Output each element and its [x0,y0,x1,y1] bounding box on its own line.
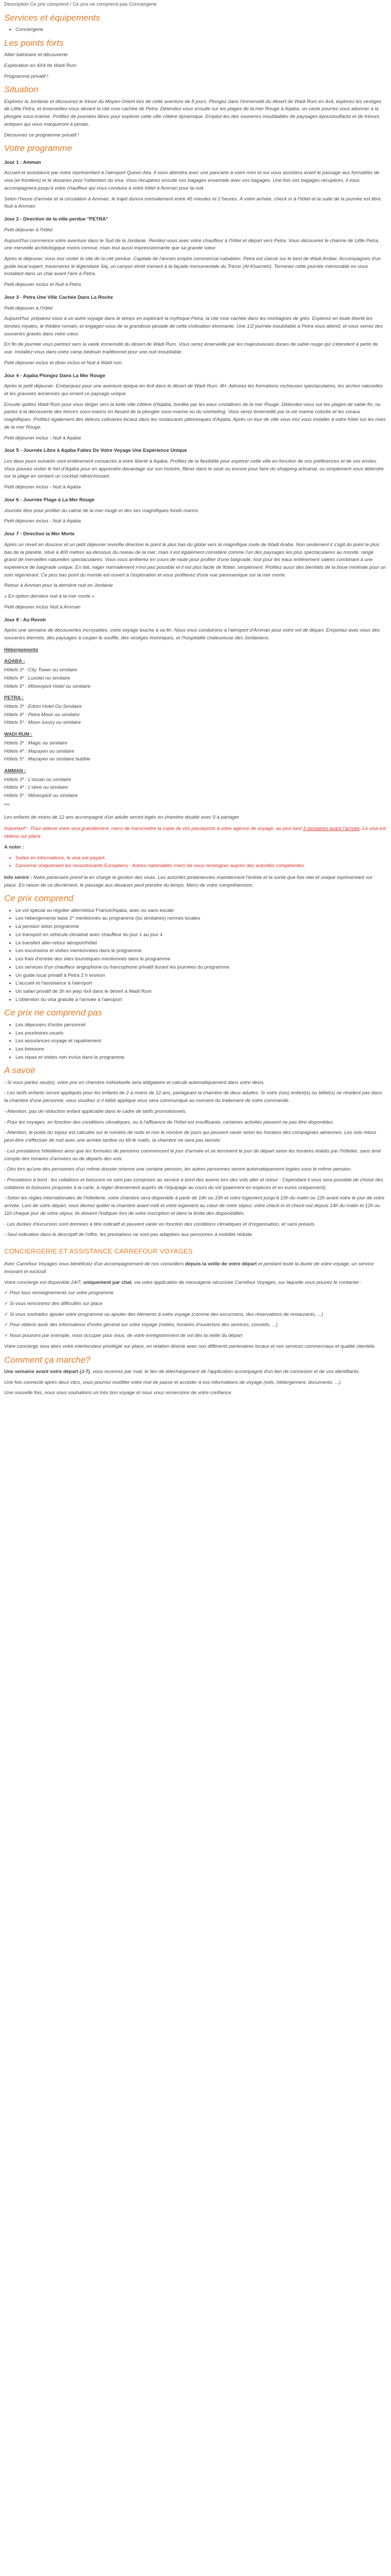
day-4-meals: Petit déjeuner inclus - Nuit à Aqaba [4,435,81,441]
situation-text: Explorez la Jordanie et découvrez le trésor du Moyen-Orient lors de cette aventure de 8 jours. Plongez dans l'immensité du désert de Wadi Rum en 4x4, explorez les vestiges de Little Petra, et émerveillez-vous devant la cité rose cachée de Petra. Détendez-vous ensuite sur les plages de la mer Rouge à Aqaba, un vaste pourrez vous adonner à la plongée sous-marine. Profitez de journées libres pour explorer cette ville côtière dynamique. Empiez-les des souvenirs inoubliables de paysages époustouflants et de trésors antiques qui vous marqueront à jamais. [4,98,382,127]
notes-label: A noter : [4,844,24,850]
child-note: Les enfants de moins de 12 ans accompagné d'un adulte seront logés en chambre double avec 0 à partager [4,814,239,820]
important-suffix: Le visa est obtenu sur place. [4,826,386,840]
list-item: Allier balnéaire et découverte [4,52,68,58]
list-item: • Un safari privatif de 3h en jeep 4x4 dans le désert à Wadi Rum [15,988,387,996]
list-item: • Le vol spécial ou régulier aller/retour France/Aqaba, avec ou sans escale [15,907,387,915]
hotel-item: Hôtels 5* : Mazayen ou similaire bubble [4,756,90,762]
breadcrumb[interactable]: Description Ce prix comprend / Ce prix ne comprend pas Conciergerie [4,2,157,7]
day-8-text: Après une semaine de découvertes incroyables, votre voyage touche à sa fin. Nous vous conduirons à l'aéroport d'Amman pour votre vol de départ. Emportez avec vous des souvenirs éternels, des paysages à couper le souffle, des vestiges historiques, et l'hospitalité chaleureuse des Jordaniens. [4,628,380,641]
day-2-title: Jour 2 - Direction de la ville perdue "PETRA" [4,216,108,223]
includes-list [4,907,387,1004]
list-item: • Les pourboires usuels [15,1030,387,1038]
concierge-intro [4,1261,387,1276]
hotel-item: Hôtels 4* : Luxotel ou similaire [4,675,70,681]
how-closing: Une nouvelle fois, nous vous souhaitons un très bon voyage et nous vous remercions de votre confiance. [4,1390,233,1396]
concierge-availability-bold: uniquement par chat [83,1279,132,1285]
day-1-text: Accueil et assistance par notre représentant à l'aéroport Queen Alia. Il vous attendra avec une pancarte à votre nom et sur vous assistera avant le passage aux formalités de visa (et frontière) et le douanes pour l'obtention du visa. Vous récupérez ensuite vos bagages ensemble avec vos bagages. Une fois vos bagages récupérés, il vous accompagnera jusqu'à votre chauffeur qui vous conduira à votre hôtel à Amman pour la nuit. [4,170,380,191]
how-step-1-text: , vous recevrez par mail, le lien de téléchargement de l'application accompagné d'un lien de connexion et de vos identifiants. [90,1368,360,1375]
hotel-item: Hôtels 5* : Mövenpick ou similaire [4,793,78,799]
info-label: Info séniré : [4,874,32,880]
services-list [4,26,387,34]
list-item: - Les tarifs enfants seront appliqués pour les enfants de 2 à moins de 12 ans, partageant la chambre de deux adultes. Si votre (vos) enfant(s) ou bébé(s) ne résident pas dans la chambre d'une personne, vous voudrez si il bébé applique vous sera communiqué au moment du traitement de votre commande. [4,1090,382,1104]
list-item: - Attention, le poids du séjour est calculée sur le nombre de nuits et non le nombre de jours qui peuvent varier selon les horaires des compagnies aériennes. Les vols retour peut-être s'effectuer de nuit avec une arrivée tardive ou tôt le matin, la chambre ne sera pas laissée. [4,1130,377,1144]
notes [4,844,387,890]
day-3-breakfast: Petit déjeuner à l'hôtel [4,305,53,311]
list-item: • Le transport en véhicule climatisé avec chauffeur du jour 1 au jour 4 [15,931,387,939]
list-item: • Concerne uniquement les ressortissants Européens - Autres nationalités merci de vous renseigner auprès des autorités compétentes. [15,862,387,870]
how-title: Comment ça marche? [4,1354,91,1365]
important-notice: Important* : Pour obtenir votre visa gratuitement, merci de transmettre la copie de vos passeports à votre agence de voyage, au plus tard 3 semaines avant l'arrivée. Le visa est obtenu sur place. [4,826,386,840]
day-5-title: Jour 5 - Journée Libre à Aqaba Faites De Votre Voyage Une Expérience Unique [4,448,187,454]
day-7-title: Jour 7 - Direction la Mer Morte [4,531,75,537]
day-2-text-2: Après le déjeuner, vous irez visiter le site de la cité perdue. Capitale de l'ancien empire commercial nabatéen. Petra est classé sur le best de Wadi Amber. Accompagnés d'un guide local expert, traverserez le légendaire Siq, un canyon étroit menant à la façade monumentale du Trésor (Al-Khazneh). Terminez cette journée mémorable en vous installant dans un chai avant l'aire à Petra. [4,256,381,277]
hotel-item: Hôtels 3* : City Tower ou similaire [4,667,77,673]
list-item: • Les hébergements base 2* mentionnés au programme (ou similaires) normes locales [15,915,387,923]
day-6-title: Jour 6 - Journée Plage à La Mer Rouge [4,497,95,503]
list-item: ✓ Pour obtenir avoir des informations d'ordre général sur votre voyage (météo, horaires d'ouverture des services, conseils, ...) [4,1322,278,1328]
info-text: Notre partenaire prend la en charge la gestion des visas. Les autorités jordaniennes maintiennent l'entrée et la sortie que fixe réel et unique représentant sur place. En raison de ce décrément, le passage aux douanes peut prendre du temps. Merci de votre compréhension. [4,874,373,888]
day-8-title: Jour 8 : Au Revoir [4,617,46,623]
highlights-title: Les points forts [4,38,64,48]
notes-list [4,855,387,870]
concierge-intro-pre: Avec Carrefour Voyages vous bénéficiez d'un accompagnement de nos conseillers [4,1261,184,1267]
day-4-text: Après le petit déjeuner. Embarquez pour une aventure épique en 4x4 dans le désert de Wadi Rum. 4H. Admirez les formations rocheuses spectaculaires, les arches naturelles et les gravures anciennes qui ornent ce paysage unique. [4,383,383,397]
highlights-list [4,52,387,80]
list-item: • Les assurances voyage et rapatriement [15,1038,387,1045]
list-item: ✓ Pour tous renseignements sur votre programme [4,1290,114,1296]
list-item: - Seul indication dans le descriptif de l'offre, les prestations ne sont pas adaptées aux personnes à mobilité réduite. [4,1232,253,1238]
hotel-item: Hôtels 3* : L'ossan ou similaire [4,776,71,783]
concierge-partners: Votre concierge sera alors votre interlocuteur privilégié sur place, en relation directe avec nos différents partenaires locaux et nos services commerciaux et qualité clientèle. [4,1343,376,1349]
includes-title: Ce prix comprend [4,893,74,904]
important-text: Pour obtenir votre visa gratuitement, merci de transmettre la copie de vos passeports à votre agence de voyage, au plus tard [30,826,302,832]
hotels-end: *** [4,802,10,808]
list-item: • La pension selon programme [15,923,387,931]
list-item: • Les excursions et visites mentionnées dans le programme [15,947,387,955]
list-item: • Les repas et visites non inclus dans le programme [15,1054,387,1062]
list-item: - Prestations à bord : les collations et boissons ne sont pas comprises au service à bord des avions lors des vols aller et retour : Cependant il vous sera possible de choisir des collations et boissons proposés à la carte, à régler directement auprès de l'équipage au cours du vol (paiement en espèces et en euros uniquement). [4,1177,384,1191]
concierge-intro-bold: depuis la veille de votre départ [185,1261,257,1267]
day-6-meals: Petit déjeuner inclus - Nuit à Aqaba [4,518,81,524]
list-item: ✓ Si vous rencontrez des difficultés sur place [4,1301,103,1307]
list-item: - Selon les règles internationales de l'hôtellerie, votre chambre sera disponible à partir de 14h ou 15h et votre logement jusqu'à 10h du matin ou 12h avant votre le jour de votre arrivée. Lors de votre départ, vous devrez quitter la chambre avant midi et votre logement au cœur de votre séjour, votre check-in et check-out depuis 14h du matin et 12h ou 11h chaque jour de votre séjour, ils doivent l'indiquer lors de votre inscription et dans la limite des disponibilités. [4,1195,385,1216]
list-item: • Les services d'un chauffeur anglophone ou francophone privatif durant les journées du programme [15,964,387,972]
list-item: - Dès lors qu'une des personnes d'un même dossier réserve une certaine pension, les autres personnes seront automatiquement logées sous le même pension. [4,1166,352,1173]
day-1-text-2: Selon l'heure d'arrivée et la circulation à Amman, le trajet durera normalement entre 45 minutes et 2 heures. À votre arrivée, check in à l'hôtel et la suite de la journée est libre. Nuit à Amman. [4,196,382,210]
hotel-item: Hôtels 4* : L'olive ou similaire [4,785,68,791]
hotels-heading: Hébergements [4,647,38,653]
day-2-breakfast: Petit déjeuner à l'hôtel [4,227,53,233]
day-5-text: Les deux jours suivants sont entièrement consacrés à votre liberté à Aqaba. Profitez de la flexibilité pour explorer cette ville en fonction de vos préférences et de vos envies. Vous pouvez visiter le fort d'Aqaba pour en apprendre davantage sur son histoire, flâner dans le souk ou encore pour faire du shopping artisanal, ou simplement vous détendre sur la plage en sirotant un cocktail rafraîchissant. [4,459,384,480]
day-6-text: Journée libre pour profiter du calme de la mer rouge et des ses magnifiques fonds marins [4,507,198,514]
list-item: • Les déjeuners d'ordre personnel [15,1022,387,1029]
list-item: - Les prestations hôtelières ainsi que les formules de pensions commencent le jour d'arrivée et se terminent le jour de départ selon les horaires établis par l'hôtelier, sans tenir compte des horaires d'arrivées ou de départs des vols. [4,1148,381,1162]
concierge-title: CONCIERGERIE ET ASSISTANCE CARREFOUR VOYAGES [4,1247,193,1255]
excludes-title: Ce prix ne comprend pas [4,1008,102,1018]
info-note [4,874,387,889]
day-1-title: Jour 1 : Amman [4,159,41,165]
situation-title: Situation [4,84,39,95]
day-5-meals: Petit déjeuner inclus - Nuit à Aqaba [4,484,81,490]
day-3-meals: Petit déjeuner inclus et diner inclus et Nuit à Wadi rum [4,360,122,366]
list-item: Exploration en 4X4 de Wadi Rum [4,62,77,69]
how-step-1-bold: Une semaine avant votre départ (J-7) [4,1368,90,1375]
hotels-city: WADI RUM : [4,732,32,738]
list-item: • L'accueil et l'assistance à l'aéroport [15,980,387,988]
excludes-list [4,1022,387,1062]
list-item: ✓ Si vous souhaitez ajouter votre programme ou ajouter des éléments à votre voyage (comme des excursions, des réservations de restaurants, ...) [4,1311,323,1317]
list-item: • Un guide local privatif à Petra 2 h environ [15,972,387,980]
list-item: - Les durées d'excursion sont données à titre indicatif et peuvent varier en fonction des conditions climatiques et d'organisation, et sans préavis. [4,1221,316,1227]
hotels-city: PETRA : [4,695,24,701]
day-3-text-2: En fin de journée vous partirez vers la vaste immensité du désert de Wadi Rum. Vous serez émerveillé par les majestueuses dunes de sable rouge qui s'étendent à perte de vue. Installez-vous dans votre camp bédouin traditionnel pour une nuit inoubliable. [4,342,378,355]
hotel-item: Hôtels 3* : Magic ou similaire [4,740,68,746]
day-7-meals: Petit déjeuner inclus Nuit à Amman [4,604,81,610]
important-deadline: 3 semaines avant l'arrivée [303,826,360,832]
list-item: • Le transfert aller-retour aéroport/hôtel [15,940,387,947]
day-4-title: Jour 4 - Aqaba Plongez Dans La Mer Rouge [4,372,106,379]
list-item: • Les frais d'entrée des sites touristiques mentionnés dans le programme [15,956,387,963]
list-item: • Les boissons [15,1046,387,1054]
hotels-city: AMMAN : [4,768,26,774]
know-title: A savoir [4,1065,36,1076]
hotel-item: Hôtels 3* : Edom Hotel Ou Similaire [4,704,82,709]
day-3-text: Aujourd'hui, préparez-vous à un autre voyage dans le temps en explorant la mythique Petra, la cité rose cachée dans les montagnes de grès. Explorez en toute liberté les tombes royales, le théâtre romain, et engagez-vous de la grandiose pesade de cette civilisation étonnante. Une 1/2 journée inoubliable à Petra vous attend, et vous verrez des souvenirs gravés dans votre cœur. [4,316,383,337]
list-item: - Pour les voyages, en fonction des conditions climatiques, ou à l'affluence de l'hôtel est insuffisante, certaines activités peuvent ne pas être disponibles. [4,1119,334,1125]
services-title: Services et équipements [4,12,101,23]
situation-cta: Découvrez ce programme privatif ! [4,132,79,138]
list-item: • Suites en informations, le visa est payant. [15,855,387,862]
concierge-intro-post: et pendant toute la durée de votre voyage, un service innovant et exclusif. [4,1261,374,1275]
how-step-2: Une fois connecté après deux clics, vous pourrez modifier votre mot de passe et accéder à vos informations de voyage (vols, hébergement, documents, ...). [4,1379,342,1385]
day-4-text-2: Ensuite quittez Wadi Rum pour vous diriger vers la belle ville côtière d'Aqaba, bordée par les eaux cristallines de la mer Rouge. Détendez-vous sur les plages de sable fin, ou partez à la découverte des trésors sous-marins en faisant de la plongée sous-marine ou du snorkeling. Vous serez émerveillé par la vie marine colorée et les coraux magnifiques. Profitez également des délices culinaires locaux dans les restaurants pittoresques d'Aqaba. Après un tour de ville vous irez vous installer à votre hôtel sur les rives de la mer Rouge. [4,401,386,430]
day-2-meals: Petit déjeuner inclus et Nuit à Petra [4,282,81,288]
programme-title: Votre programme [4,143,72,154]
hotel-item: Hôtels 5* : Mövenpick Hotel ou similaire [4,683,91,689]
list-item: ✓ Nous pouvons par exemple, nous occuper pour vous, de votre enregistrement de vol dès la veille du départ [4,1333,242,1339]
hotel-item: Hôtels 5* : Moon luxury ou similaire [4,720,81,726]
day-7-text-2: Retour à Amman pour la dernière nuit en Jordanie [4,583,113,589]
important-prefix: Important* : [4,826,30,832]
list-item: - Si vous partez seul(e), votre prix en chambre individuelle sera obligatoire et calculé automatiquement dans votre devis. [4,1079,265,1086]
hotels-city: AQABA : [4,658,25,665]
list-item: • Conciergerie [15,26,387,34]
hotel-item: Hôtels 4* : Petra Moon ou similaire [4,711,80,718]
day-3-title: Jour 3 - Petra Une Ville Cachée Dans La Roche [4,294,113,300]
list-item: - Attention, pas de réduction enfant applicable dans le cadre de tarifs promotionnels. [4,1108,187,1114]
day-7-option: « En option dernière nuit à la mer morte » [4,594,95,600]
concierge-availability-post: , via votre application de messagerie sécurisée Carrefour Voyages, sur laquelle vous pouvez le contacter : [131,1279,362,1285]
hotel-item: Hôtels 4* : Mazayen ou similaire [4,748,74,754]
list-item: • L'obtention du visa gratuite à l'arrivée à l'aéroport [15,996,387,1004]
list-item: Programme privatif ! [4,73,48,79]
day-2-text: Aujourd'hui commence votre aventure dans le Sud de la Jordanie. Rendez-vous avec votre chauffeur à l'hôtel et départ vers Petra. Vous découvrez le charme de Little Petra, une merveille archéologique moins connue, mais tout aussi impressionnante que sa grande sœur. [4,238,380,251]
how-step-1 [4,1368,387,1376]
know-list [4,1079,387,1239]
concierge-availability [4,1279,387,1287]
concierge-availability-pre: Votre concierge est disponible 24/7, [4,1279,82,1285]
day-7-text: Après un réveil en douceur et un petit déjeuner revivifie direction le point le plus bas du globe vers la magnifique route de Wadi Araba. Non seulement il s'agit du point le plus bas de la planète, situé à 400 mètres au-dessous du niveau de la mer, mais il est également considéré comme l'un des paysages les plus spectaculaires au monde, rangé grand de merveilles naturelles spectaculaires. Vous vous arrêterez en cours de route pour profiter d'une baignade, tout pour les eaux entièrement salées combinant à une expérience de baignade unique. En fait, nager normalement n'est pas possible et il est plus facile de flotter, simplement. Profitez aussi des bienfaits de la boue minérale pour un soin régénérant. Ce plus bas point du monde est ouvert à l'exploration et vous profiterez d'une vue panoramique sur la mer morte. [4,541,386,578]
